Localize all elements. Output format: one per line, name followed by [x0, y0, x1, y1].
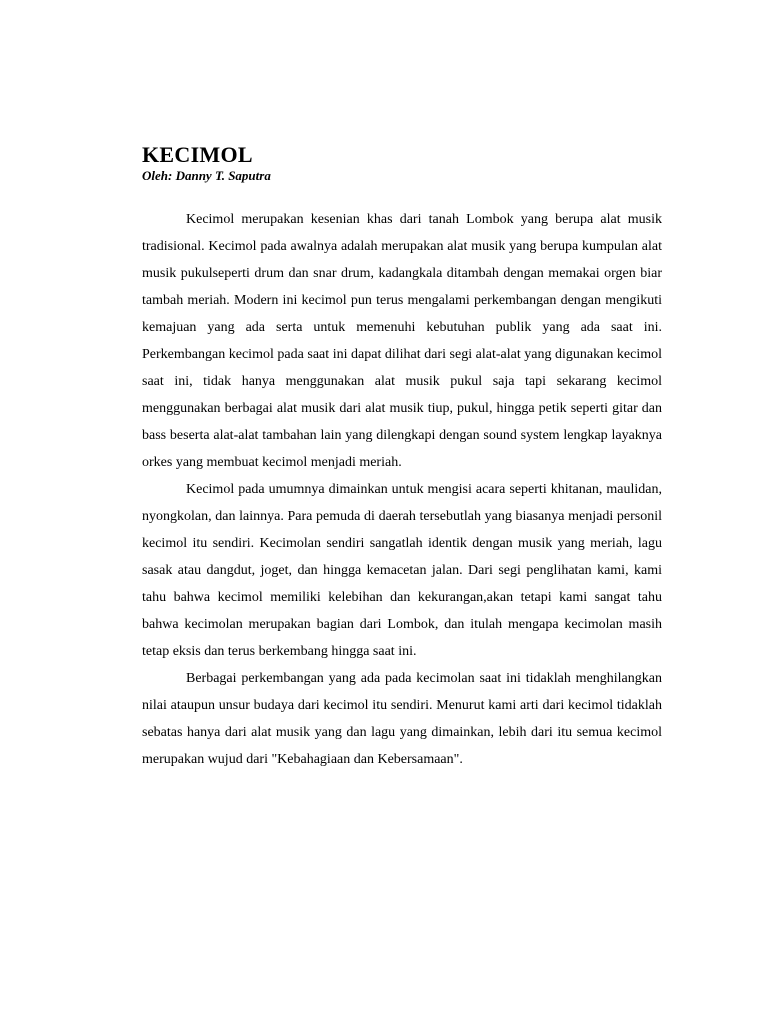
document-author: Oleh: Danny T. Saputra [142, 168, 271, 183]
paragraph-3: Berbagai perkembangan yang ada pada kecimolan saat ini tidaklah menghilangkan nilai ataupun unsur budaya dari kecimol itu sendiri. Menurut kami arti dari kecimol tidaklah sebatas hanya dari alat musik yang dan lagu yang dimainkan, lebih dari itu semua kecimol merupakan wujud dari "Kebahagiaan dan Kebersamaan". [142, 671, 662, 767]
paragraph-1: Kecimol merupakan kesenian khas dari tanah Lombok yang berupa alat musik tradisional. Kecimol pada awalnya adalah merupakan alat musik yang berupa kumpulan alat musik pukulseperti drum dan snar drum, kadangkala ditambah dengan memakai orgen biar tambah meriah. Modern ini kecimol pun terus mengalami perkembangan dengan mengikuti kemajuan yang ada serta untuk memenuhi kebutuhan publik yang ada saat ini. Perkembangan kecimol pada saat ini dapat dilihat dari segi alat-alat yang digunakan kecimol saat ini, tidak hanya menggunakan alat musik pukul saja tapi sekarang kecimol menggunakan berbagai alat musik dari alat musik tiup, pukul, hingga petik seperti gitar dan bass beserta alat-alat tambahan lain yang dilengkapi dengan sound system lengkap layaknya orkes yang membuat kecimol menjadi meriah. [142, 212, 662, 470]
document-title: KECIMOL [142, 142, 253, 167]
document-header [142, 142, 662, 184]
paragraph-2: Kecimol pada umumnya dimainkan untuk mengisi acara seperti khitanan, maulidan, nyongkolan, dan lainnya. Para pemuda di daerah tersebutlah yang biasanya menjadi personil kecimol itu sendiri. Kecimolan sendiri sangatlah identik dengan musik yang meriah, lagu sasak atau dangdut, joget, dan hingga kemacetan jalan. Dari segi penglihatan kami, kami tahu bahwa kecimol memiliki kelebihan dan kekurangan,akan tetapi kami sangat tahu bahwa kecimolan merupakan bagian dari Lombok, dan itulah mengapa kecimolan masih tetap eksis dan terus berkembang hingga saat ini. [142, 482, 662, 659]
document-body [142, 206, 662, 773]
